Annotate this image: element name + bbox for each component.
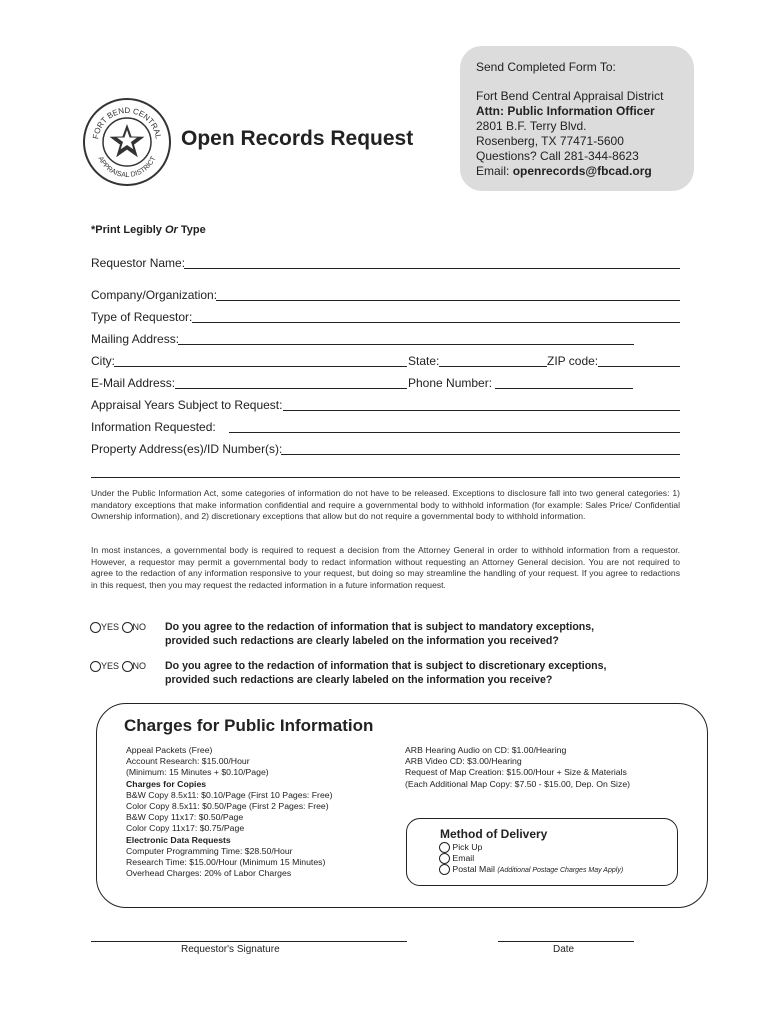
instruction-prefix: *Print Legibly bbox=[91, 224, 165, 236]
svg-text:FORT BEND CENTRAL: FORT BEND CENTRAL bbox=[91, 105, 163, 140]
instruction-suffix: Type bbox=[177, 224, 206, 236]
charge-item: Computer Programming Time: $28.50/Hour bbox=[126, 845, 293, 856]
postal-radio[interactable] bbox=[439, 864, 450, 875]
date-line[interactable] bbox=[498, 941, 634, 942]
charges-section-heading: Charges for Copies bbox=[126, 778, 207, 789]
charge-item: Appeal Packets (Free) bbox=[126, 745, 213, 755]
question-2 bbox=[165, 659, 606, 687]
question-1 bbox=[165, 620, 594, 648]
appraisal-years-label: Appraisal Years Subject to Request: bbox=[91, 398, 283, 412]
q2-no-radio[interactable] bbox=[122, 661, 133, 672]
charge-item: Color Copy 8.5x11: $0.50/Page (First 2 Pages: Free) bbox=[126, 801, 329, 812]
charge-item: Account Research: $15.00/Hour bbox=[126, 756, 250, 767]
charge-item: Request of Map Creation: $15.00/Hour + Size & Materials bbox=[405, 767, 627, 778]
email-line bbox=[476, 164, 652, 178]
q1-options bbox=[90, 622, 146, 633]
pickup-radio[interactable] bbox=[439, 842, 450, 853]
charge-item: (Minimum: 15 Minutes + $0.10/Page) bbox=[126, 767, 269, 778]
phone-field[interactable] bbox=[495, 388, 633, 389]
q1-yes-radio[interactable] bbox=[90, 622, 101, 633]
charges-right-list bbox=[405, 745, 630, 790]
seal-graphic bbox=[85, 100, 169, 184]
q1-no-label: NO bbox=[132, 622, 147, 632]
information-requested-field[interactable] bbox=[229, 432, 680, 433]
state-field[interactable] bbox=[439, 366, 547, 367]
pia-paragraph-2: In most instances, a governmental body is required to request a decision from the Attorney General in order to withhold information from a requestor. However, a requestor may permit a governmental body to redact information without requesting an Attorney General decision. You are not required to agree to the redaction of any information responsive to your request, but doing so may streamline the handling of your request. If you agree to redactions in this request, then you may request the redacted information in a future information request. bbox=[91, 545, 680, 590]
q1-line-1: Do you agree to the redaction of information that is subject to mandatory exceptions, bbox=[165, 621, 595, 633]
charge-item: B&W Copy 11x17: $0.50/Page bbox=[126, 812, 244, 823]
postal-note: (Additional Postage Charges May Apply) bbox=[497, 867, 624, 874]
type-of-requestor-field[interactable] bbox=[192, 322, 680, 323]
zip-label: ZIP code: bbox=[547, 354, 599, 368]
city-state-zip: Rosenberg, TX 77471-5600 bbox=[476, 134, 624, 148]
signature-line[interactable] bbox=[91, 941, 407, 942]
send-to-box bbox=[460, 46, 694, 191]
property-address-field-extra[interactable] bbox=[91, 477, 680, 478]
type-of-requestor-label: Type of Requestor: bbox=[91, 310, 193, 324]
email-label: E-Mail Address: bbox=[91, 376, 176, 390]
q2-line-2: provided such redactions are clearly labeled on the information you receive? bbox=[165, 674, 553, 686]
q2-yes-radio[interactable] bbox=[90, 661, 101, 672]
charge-item: (Each Additional Map Copy: $7.50 - $15.00, Dep. On Size) bbox=[405, 778, 631, 789]
svg-text:APPRAISAL DISTRICT: APPRAISAL DISTRICT bbox=[96, 155, 158, 180]
send-box-heading: Send Completed Form To: bbox=[476, 60, 616, 74]
district-seal-logo bbox=[83, 98, 171, 186]
pickup-label: Pick Up bbox=[452, 842, 483, 852]
instruction-or: Or bbox=[164, 224, 178, 236]
q2-no-label: NO bbox=[132, 661, 147, 671]
signature-label: Requestor's Signature bbox=[181, 944, 280, 955]
charges-left-list bbox=[126, 745, 333, 879]
q1-yes-label: YES bbox=[101, 622, 120, 632]
mailing-address-label: Mailing Address: bbox=[91, 332, 180, 346]
delivery-email-option[interactable] bbox=[439, 853, 474, 864]
appraisal-years-field[interactable] bbox=[283, 410, 680, 411]
city-field[interactable] bbox=[114, 366, 407, 367]
charge-item: Research Time: $15.00/Hour (Minimum 15 Minutes) bbox=[126, 857, 326, 868]
page-title: Open Records Request bbox=[181, 127, 414, 150]
questions-phone: Questions? Call 281-344-8623 bbox=[476, 149, 639, 163]
company-label: Company/Organization: bbox=[91, 288, 218, 302]
q2-yes-label: YES bbox=[101, 661, 120, 671]
delivery-postal-option[interactable] bbox=[439, 864, 623, 876]
delivery-pickup-option[interactable] bbox=[439, 842, 482, 853]
email-link[interactable]: openrecords@fbcad.org bbox=[512, 164, 652, 178]
property-address-field[interactable] bbox=[281, 454, 680, 455]
city-label: City: bbox=[91, 354, 115, 368]
property-address-label: Property Address(es)/ID Number(s): bbox=[91, 442, 283, 456]
information-requested-label: Information Requested: bbox=[91, 420, 216, 434]
pia-paragraph-1: Under the Public Information Act, some categories of information do not have to be released. Exceptions to disclosure fall into two general categories: 1) mandatory exceptions that make information confidential and require a governmental body to withhold information (for example: Sales Price/ Confidential Ownership information), and 2) discretionary exceptions that allow but do not require a governmental body to withhold information. bbox=[91, 488, 680, 521]
charges-section-heading: Electronic Data Requests bbox=[126, 834, 231, 845]
q1-no-radio[interactable] bbox=[122, 622, 133, 633]
mailing-address-field[interactable] bbox=[178, 344, 634, 345]
charge-item: Overhead Charges: 20% of Labor Charges bbox=[126, 868, 292, 879]
charge-item: B&W Copy 8.5x11: $0.10/Page (First 10 Pages: Free) bbox=[126, 789, 333, 800]
email-field[interactable] bbox=[175, 388, 407, 389]
attention-line: Attn: Public Information Officer bbox=[476, 104, 655, 118]
charges-title: Charges for Public Information bbox=[124, 716, 374, 735]
date-label: Date bbox=[553, 944, 575, 955]
q2-options bbox=[90, 661, 146, 672]
delivery-title: Method of Delivery bbox=[440, 827, 548, 841]
postal-label: Postal Mail bbox=[452, 864, 495, 874]
zip-field[interactable] bbox=[598, 366, 680, 367]
charge-item: ARB Hearing Audio on CD: $1.00/Hearing bbox=[405, 745, 567, 755]
q1-line-2: provided such redactions are clearly labeled on the information you received? bbox=[165, 635, 559, 647]
email-prefix: Email: bbox=[476, 164, 513, 178]
district-name: Fort Bend Central Appraisal District bbox=[476, 89, 664, 103]
requestor-name-label: Requestor Name: bbox=[91, 256, 186, 270]
q2-line-1: Do you agree to the redaction of information that is subject to discretionary exceptions, bbox=[165, 660, 607, 672]
charge-item: Color Copy 11x17: $0.75/Page bbox=[126, 823, 245, 834]
charge-item: ARB Video CD: $3.00/Hearing bbox=[405, 756, 522, 767]
company-field[interactable] bbox=[216, 300, 680, 301]
requestor-name-field[interactable] bbox=[184, 268, 680, 269]
print-instruction bbox=[91, 224, 206, 236]
phone-label: Phone Number: bbox=[408, 376, 493, 390]
street-address: 2801 B.F. Terry Blvd. bbox=[476, 119, 587, 133]
email-delivery-label: Email bbox=[452, 853, 475, 863]
email-radio[interactable] bbox=[439, 853, 450, 864]
state-label: State: bbox=[408, 354, 440, 368]
